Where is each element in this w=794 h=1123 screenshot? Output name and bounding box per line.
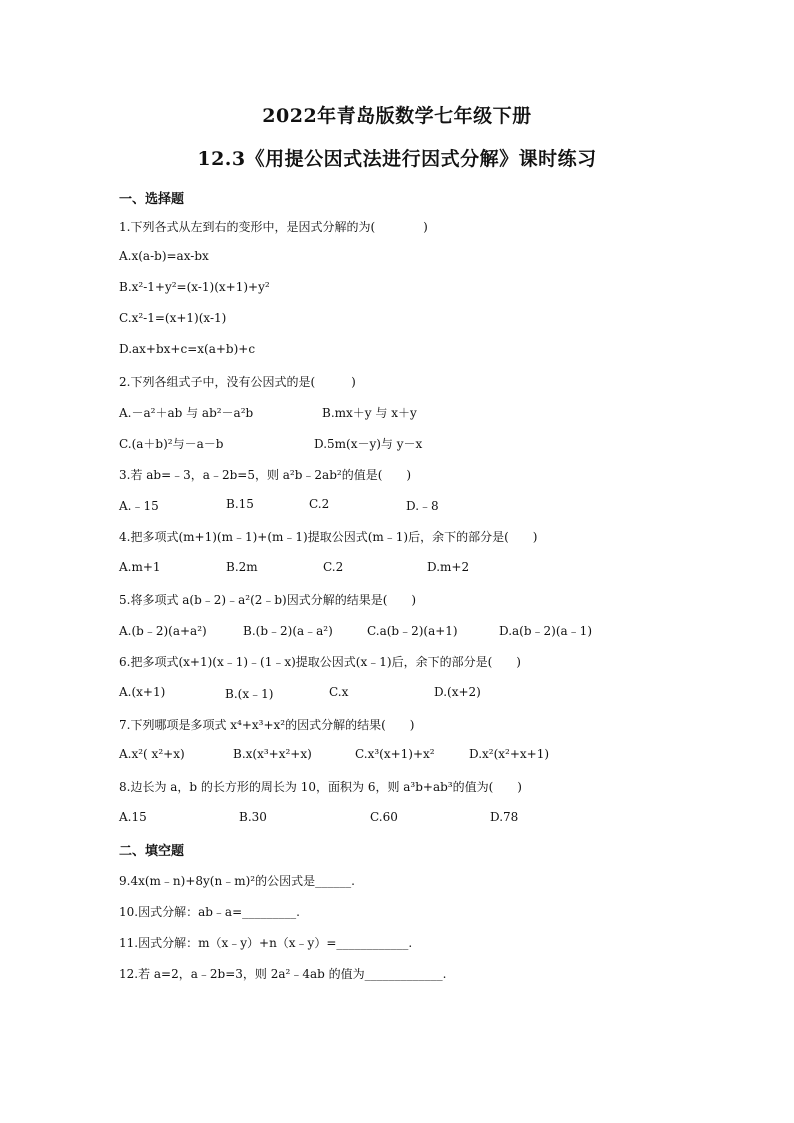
question-1-option-a: A.x(a-b)=ax-bx xyxy=(119,249,209,263)
document-subtitle: 12.3《用提公因式法进行因式分解》课时练习 xyxy=(197,148,597,170)
question-11: 11.因式分解：m（x﹣y）+n（x﹣y）=____________. xyxy=(119,936,413,950)
question-4-option-b: B.2m xyxy=(226,560,258,574)
question-7-stem: 7.下列哪项是多项式 x⁴+x³+x²的因式分解的结果( ) xyxy=(119,718,415,732)
question-5-option-a: A.(b﹣2)(a+a²) xyxy=(119,624,207,638)
question-6-options xyxy=(119,685,679,701)
question-9: 9.4x(m﹣n)+8y(n﹣m)²的公因式是______. xyxy=(119,874,355,888)
question-3-stem: 3.若 ab=﹣3，a﹣2b=5，则 a²b﹣2ab²的值是( ) xyxy=(119,468,412,482)
question-7-options xyxy=(119,747,679,763)
question-2-option-b: B.mx＋y 与 x＋y xyxy=(322,406,417,420)
question-8-option-c: C.60 xyxy=(370,810,398,824)
question-2-options-row2 xyxy=(119,435,679,451)
question-4-option-c: C.2 xyxy=(323,560,344,574)
question-3-option-d: D.﹣8 xyxy=(406,499,439,513)
question-5-stem: 5.将多项式 a(b﹣2)﹣a²(2﹣b)因式分解的结果是( ) xyxy=(119,593,417,607)
question-2-option-c: C.(a＋b)²与－a－b xyxy=(119,437,224,451)
question-8-option-a: A.15 xyxy=(119,810,147,824)
question-6-option-a: A.(x+1) xyxy=(119,685,166,699)
question-1-option-d: D.ax+bx+c=x(a+b)+c xyxy=(119,342,256,356)
question-2-options-row1 xyxy=(119,404,679,420)
section-heading-choice: 一、选择题 xyxy=(119,192,185,207)
question-3-option-a: A.﹣15 xyxy=(119,499,159,513)
question-1-option-c: C.x²-1=(x+1)(x-1) xyxy=(119,311,227,325)
question-5-option-b: B.(b﹣2)(a﹣a²) xyxy=(243,624,333,638)
question-2-option-d: D.5m(x－y)与 y－x xyxy=(314,437,423,451)
question-7-option-d: D.x²(x²+x+1) xyxy=(469,747,550,761)
question-6-stem: 6.把多项式(x+1)(x﹣1)﹣(1﹣x)提取公因式(x﹣1)后，余下的部分是( ) xyxy=(119,655,521,669)
question-1-stem: 1.下列各式从左到右的变形中，是因式分解的为( ) xyxy=(119,220,428,234)
question-6-option-c: C.x xyxy=(329,685,349,699)
question-5-options xyxy=(119,622,679,638)
question-3-option-b: B.15 xyxy=(226,497,254,511)
question-8-option-d: D.78 xyxy=(490,810,519,824)
section-heading-fill-in: 二、填空题 xyxy=(119,844,185,859)
question-1-option-b: B.x²-1+y²=(x-1)(x+1)+y² xyxy=(119,280,270,294)
question-6-option-b: B.(x﹣1) xyxy=(225,687,274,701)
question-7-option-a: A.x²( x²+x) xyxy=(119,747,185,761)
question-7-option-b: B.x(x³+x²+x) xyxy=(233,747,312,761)
question-12: 12.若 a=2，a﹣2b=3，则 2a²﹣4ab 的值为_____________. xyxy=(119,967,447,981)
question-10: 10.因式分解：ab﹣a=_________. xyxy=(119,905,300,919)
question-8-options xyxy=(119,810,679,826)
question-6-option-d: D.(x+2) xyxy=(434,685,481,699)
question-7-option-c: C.x³(x+1)+x² xyxy=(355,747,435,761)
question-8-stem: 8.边长为 a，b 的长方形的周长为 10，面积为 6，则 a³b+ab³的值为( ) xyxy=(119,780,522,794)
question-5-option-c: C.a(b﹣2)(a+1) xyxy=(367,624,458,638)
question-4-option-d: D.m+2 xyxy=(427,560,470,574)
question-2-option-a: A.－a²＋ab 与 ab²－a²b xyxy=(119,406,254,420)
question-3-option-c: C.2 xyxy=(309,497,330,511)
question-5-option-d: D.a(b﹣2)(a﹣1) xyxy=(499,624,592,638)
question-3-options xyxy=(119,497,679,513)
question-4-stem: 4.把多项式(m+1)(m﹣1)+(m﹣1)提取公因式(m﹣1)后，余下的部分是( ) xyxy=(119,530,538,544)
question-4-options xyxy=(119,560,679,576)
question-4-option-a: A.m+1 xyxy=(119,560,161,574)
document-title: 2022年青岛版数学七年级下册 xyxy=(262,105,532,127)
question-2-stem: 2.下列各组式子中，没有公因式的是( ) xyxy=(119,375,356,389)
question-8-option-b: B.30 xyxy=(239,810,267,824)
